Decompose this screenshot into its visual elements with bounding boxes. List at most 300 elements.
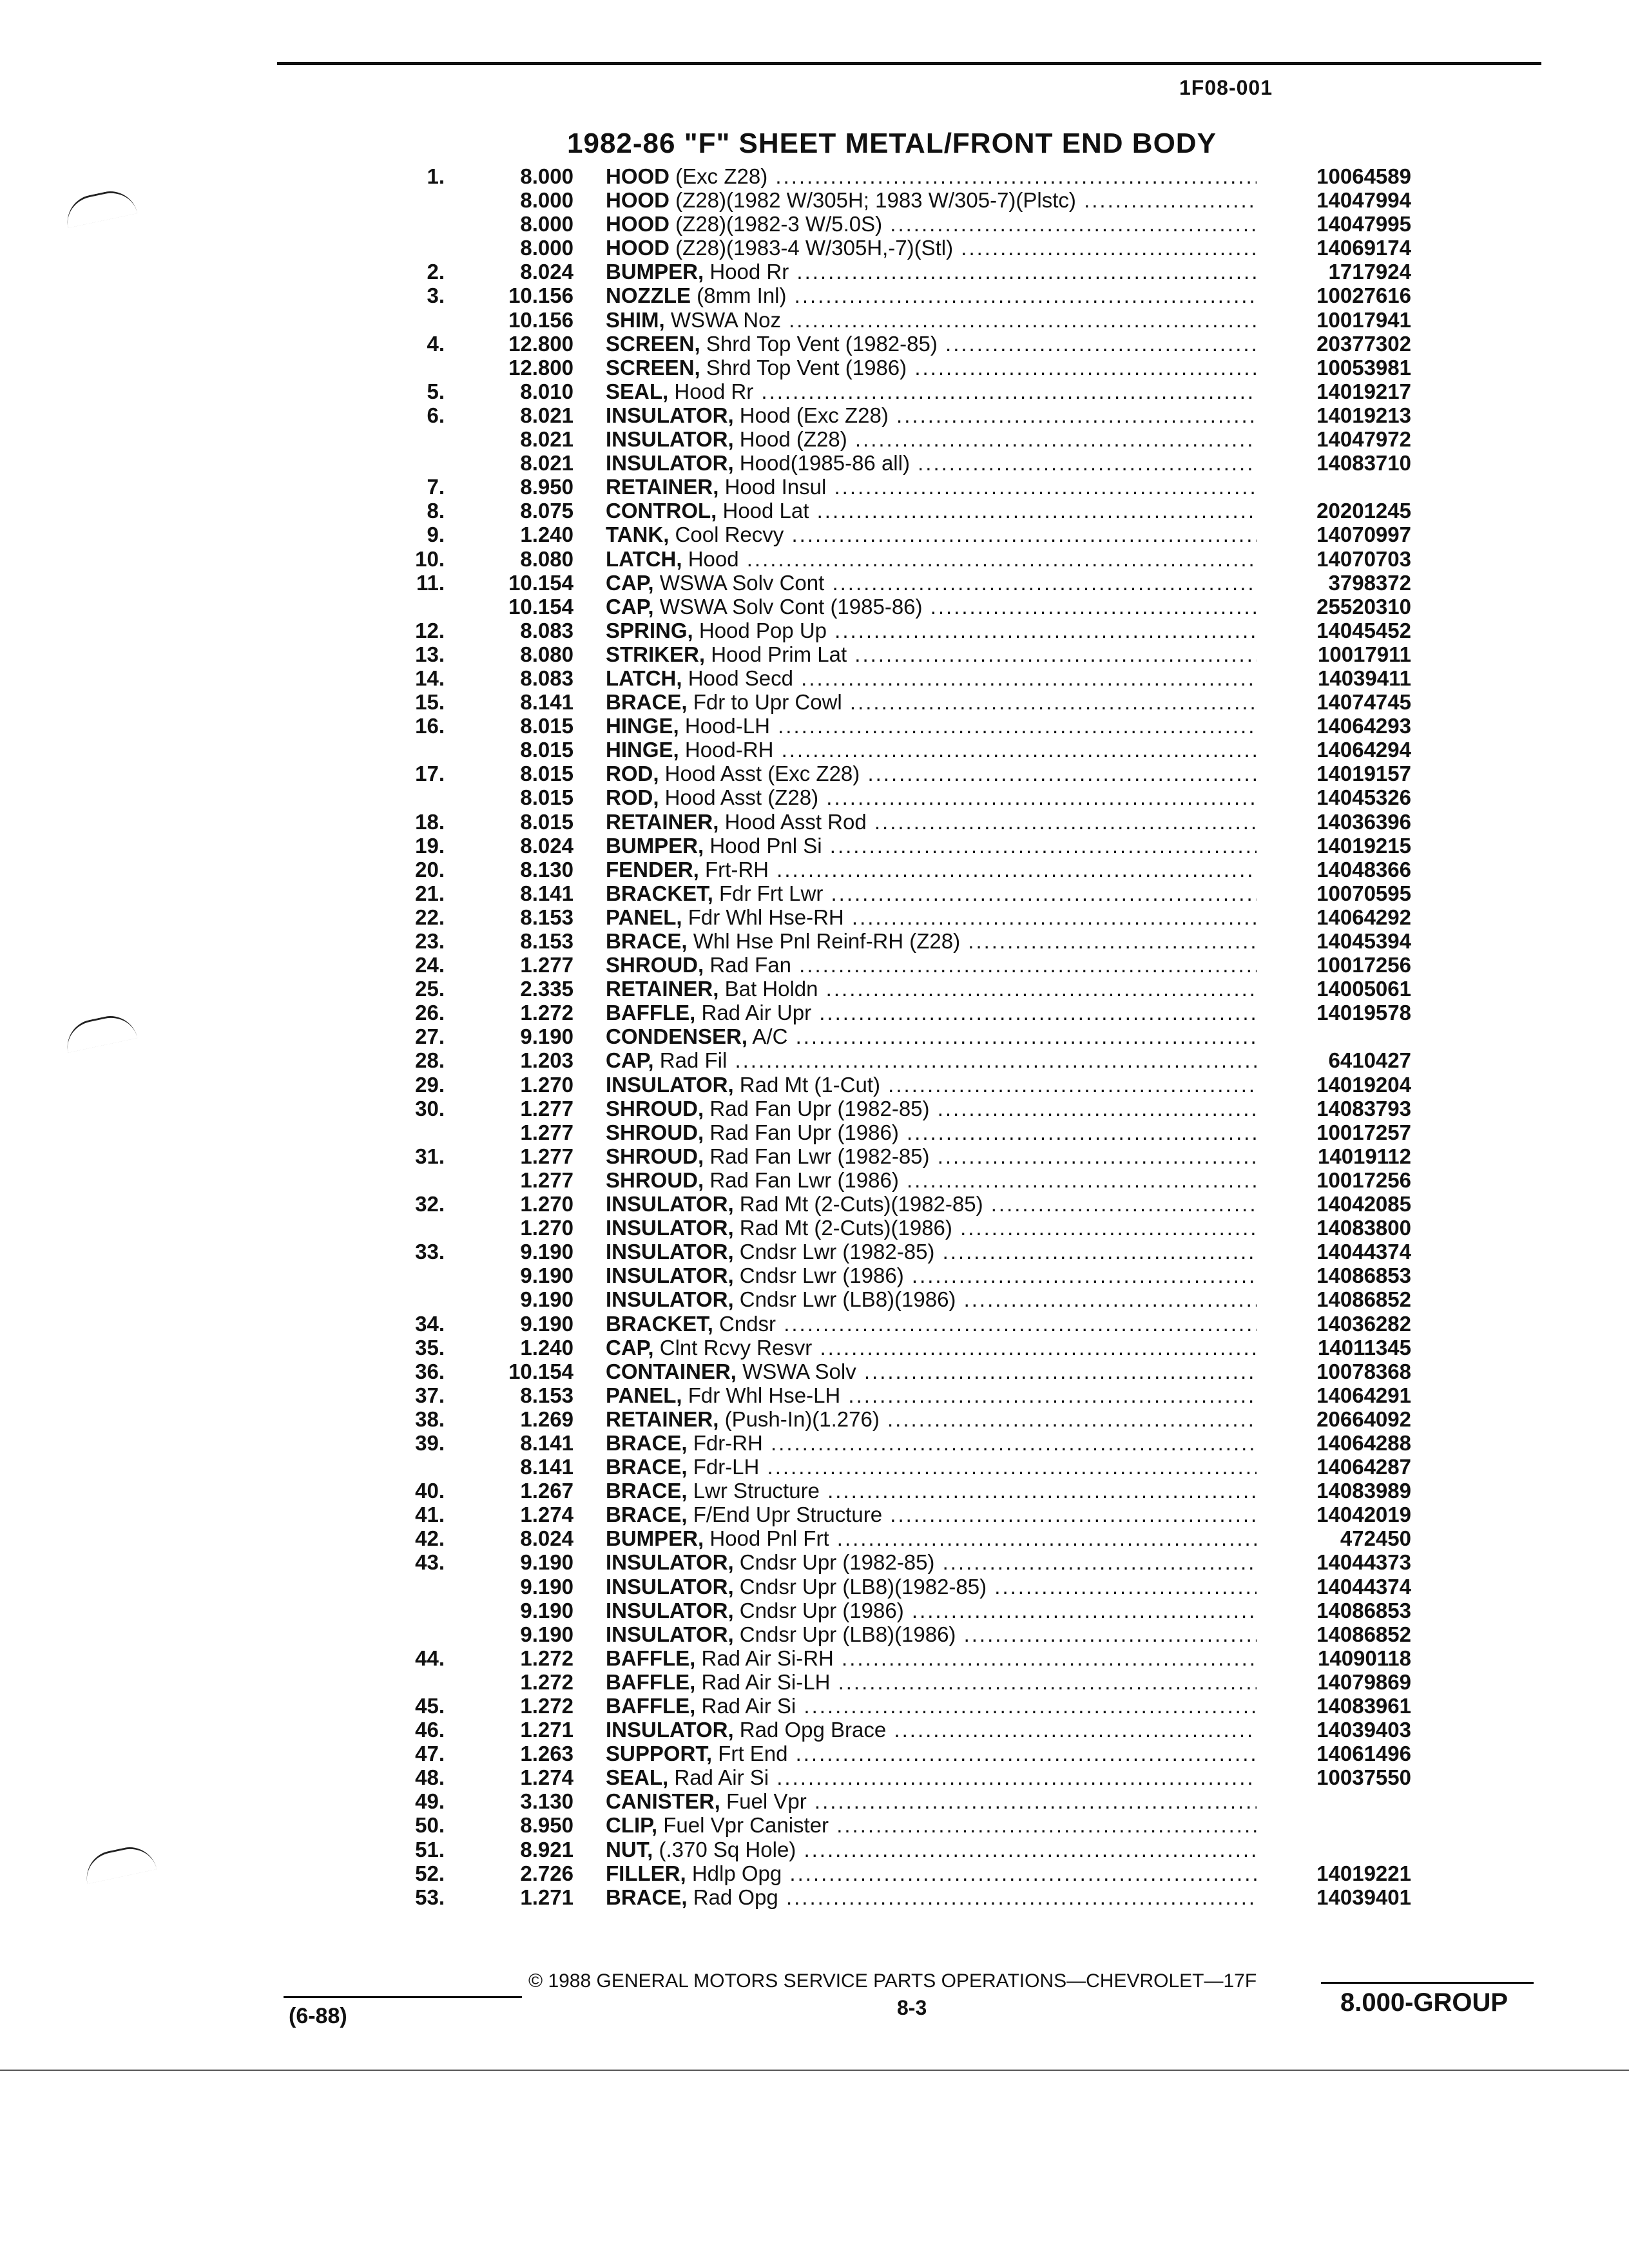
part-row (374, 953, 1418, 977)
group-number: 12.800 (508, 355, 574, 380)
part-name: BRACE, (606, 1503, 688, 1527)
part-number: 10070595 (1316, 881, 1411, 905)
part-detail: (Z28)(1982-3 W/5.0S) (675, 212, 883, 236)
item-number: 2. (427, 260, 445, 284)
part-detail: Rad Opg Brace (739, 1718, 887, 1742)
item-number: 9. (427, 523, 445, 547)
part-name: INSULATOR, (606, 1264, 734, 1288)
part-row (374, 571, 1418, 595)
part-number: 14036282 (1316, 1311, 1411, 1336)
part-detail: WSWA Solv Cont (1985-86) (659, 594, 923, 619)
item-number: 34. (415, 1311, 445, 1336)
part-description (606, 690, 1257, 714)
part-name: SEAL, (606, 1765, 669, 1790)
part-name: BRACKET, (606, 1311, 713, 1336)
part-description (606, 427, 1257, 451)
part-name: BAFFLE, (606, 1001, 696, 1025)
item-number: 29. (415, 1072, 445, 1097)
part-number: 14044374 (1316, 1240, 1411, 1264)
part-description (606, 1765, 1257, 1789)
part-number: 14064294 (1316, 738, 1411, 762)
part-name: LATCH, (606, 666, 682, 690)
part-description (606, 1599, 1257, 1622)
part-row (374, 284, 1418, 307)
part-name: HOOD (606, 188, 670, 213)
part-number: 14044373 (1316, 1550, 1411, 1575)
part-number: 14083989 (1316, 1479, 1411, 1503)
part-row (374, 523, 1418, 546)
part-row (374, 260, 1418, 284)
part-description (606, 1312, 1257, 1336)
group-number: 1.272 (520, 1646, 574, 1670)
part-description (606, 595, 1257, 619)
part-description (606, 1383, 1257, 1407)
item-number: 3. (427, 284, 445, 308)
page-code: 1F08-001 (1179, 76, 1273, 99)
item-number: 7. (427, 475, 445, 499)
part-row (374, 1455, 1418, 1479)
part-number: 10064589 (1316, 164, 1411, 188)
part-detail: Rad Mt (1-Cut) (739, 1072, 881, 1097)
part-row (374, 1312, 1418, 1336)
group-number: 8.010 (520, 379, 574, 403)
part-row (374, 1048, 1418, 1072)
group-number: 1.240 (520, 523, 574, 547)
part-row (374, 1168, 1418, 1192)
part-detail: Rad Air Upr (701, 1001, 812, 1025)
item-number: 46. (415, 1718, 445, 1742)
part-description (606, 1575, 1257, 1599)
part-number: 14045326 (1316, 785, 1411, 810)
group-number: 1.274 (520, 1765, 574, 1790)
part-description (606, 953, 1257, 977)
part-name: SHROUD, (606, 1096, 704, 1120)
part-number: 14047994 (1316, 188, 1411, 213)
part-number: 14083710 (1316, 451, 1411, 476)
part-detail: Cndsr Upr (LB8)(1986) (739, 1622, 956, 1646)
part-detail: Shrd Top Vent (1986) (706, 355, 907, 380)
part-number: 14039403 (1316, 1718, 1411, 1742)
part-description (606, 1789, 1257, 1813)
part-name: CAP, (606, 1335, 654, 1360)
part-number: 14019112 (1317, 1144, 1411, 1168)
part-detail: Hood Prim Lat (711, 642, 847, 666)
part-detail: Cndsr Lwr (LB8)(1986) (739, 1287, 956, 1312)
item-number: 42. (415, 1526, 445, 1551)
part-detail: Rad Air Si (674, 1765, 769, 1790)
group-number: 1.272 (520, 1669, 574, 1694)
group-number: 10.154 (508, 570, 574, 595)
part-row (374, 1264, 1418, 1287)
part-row (374, 1885, 1418, 1909)
item-number: 41. (415, 1503, 445, 1527)
footer-rule-right (1321, 1982, 1534, 1984)
group-number: 8.024 (520, 833, 574, 858)
group-number: 8.153 (520, 929, 574, 953)
part-detail: Rad Fan Upr (1982-85) (709, 1096, 930, 1120)
part-row (374, 475, 1418, 499)
group-number: 10.154 (508, 1359, 574, 1383)
part-row (374, 1599, 1418, 1622)
group-number: 8.921 (520, 1837, 574, 1861)
part-description (606, 236, 1257, 260)
part-row (374, 1383, 1418, 1407)
part-name: BRACE, (606, 1430, 688, 1455)
part-number: 10037550 (1316, 1765, 1411, 1790)
item-number: 43. (415, 1550, 445, 1575)
part-detail: A/C (752, 1024, 788, 1049)
bottom-rule (0, 2070, 1629, 2071)
item-number: 47. (415, 1742, 445, 1766)
part-name: INSULATOR, (606, 451, 734, 476)
part-number: 1717924 (1328, 260, 1411, 284)
part-number: 14044374 (1316, 1574, 1411, 1599)
part-name: BUMPER, (606, 260, 704, 284)
group-number: 10.156 (508, 284, 574, 308)
part-detail: WSWA Solv Cont (659, 570, 825, 595)
part-name: INSULATOR, (606, 1287, 734, 1312)
part-description (606, 1240, 1257, 1264)
group-number: 8.015 (520, 714, 574, 738)
part-number: 14019204 (1316, 1072, 1411, 1097)
punch-mark (82, 1842, 157, 1884)
group-number: 9.190 (520, 1550, 574, 1575)
item-number: 44. (415, 1646, 445, 1670)
part-row (374, 666, 1418, 690)
part-description (606, 619, 1257, 642)
part-number: 10078368 (1316, 1359, 1411, 1383)
group-number: 8.075 (520, 499, 574, 523)
part-number: 14083800 (1316, 1216, 1411, 1240)
part-detail: WSWA Solv (742, 1359, 856, 1383)
part-description (606, 810, 1257, 834)
item-number: 11. (416, 570, 445, 595)
part-name: INSULATOR, (606, 1240, 734, 1264)
part-name: BRACE, (606, 1885, 688, 1909)
part-row (374, 905, 1418, 929)
group-number: 1.272 (520, 1001, 574, 1025)
part-number: 20201245 (1316, 499, 1411, 523)
part-number: 14083793 (1316, 1096, 1411, 1120)
part-detail: Fdr Whl Hse-RH (688, 905, 844, 929)
part-number: 14042085 (1316, 1192, 1411, 1216)
part-detail: Shrd Top Vent (1982-85) (706, 331, 938, 356)
part-name: ROD, (606, 785, 659, 810)
group-number: 9.190 (520, 1264, 574, 1288)
part-description (606, 1718, 1257, 1742)
part-description (606, 1455, 1257, 1479)
part-detail: Hood Pnl Frt (709, 1526, 829, 1551)
punch-mark (63, 186, 138, 228)
part-name: BAFFLE, (606, 1694, 696, 1718)
part-number: 14069174 (1316, 236, 1411, 260)
part-name: BUMPER, (606, 1526, 704, 1551)
group-number: 8.000 (520, 188, 574, 213)
part-name: INSULATOR, (606, 1718, 734, 1742)
group-number: 1.269 (520, 1407, 574, 1431)
part-number: 14074745 (1316, 690, 1411, 715)
part-name: HOOD (606, 164, 670, 188)
part-name: PANEL, (606, 905, 682, 929)
part-detail: Fdr to Upr Cowl (693, 690, 842, 715)
item-number: 24. (415, 953, 445, 977)
group-number: 1.263 (520, 1742, 574, 1766)
revision-date: (6-88) (289, 2004, 347, 2028)
part-description (606, 1885, 1257, 1909)
part-row (374, 1670, 1418, 1694)
part-detail: Fdr-RH (693, 1430, 763, 1455)
group-number: 1.277 (520, 1096, 574, 1120)
part-number: 14045394 (1316, 929, 1411, 953)
item-number: 15. (415, 690, 445, 715)
part-name: TANK, (606, 523, 670, 547)
part-detail: Rad Air Si-LH (701, 1669, 831, 1694)
part-description (606, 1861, 1257, 1885)
part-row (374, 1838, 1418, 1861)
item-number: 33. (415, 1240, 445, 1264)
part-number: 14039401 (1316, 1885, 1411, 1909)
part-row (374, 1097, 1418, 1120)
item-number: 16. (415, 714, 445, 738)
part-description (606, 1216, 1257, 1240)
item-number: 53. (415, 1885, 445, 1909)
part-number: 14047972 (1316, 427, 1411, 452)
part-detail: Cndsr Upr (LB8)(1982-85) (739, 1574, 987, 1599)
part-detail: F/End Upr Structure (693, 1503, 883, 1527)
part-description (606, 1646, 1257, 1670)
group-number: 8.000 (520, 164, 574, 188)
part-detail: (8mm Inl) (697, 284, 787, 308)
group-number: 8.083 (520, 618, 574, 642)
part-name: BRACE, (606, 690, 688, 715)
part-row (374, 977, 1418, 1001)
part-name: INSULATOR, (606, 1574, 734, 1599)
part-number: 14086853 (1316, 1264, 1411, 1288)
part-number: 14070703 (1316, 546, 1411, 571)
group-number: 9.190 (520, 1024, 574, 1049)
part-description (606, 356, 1257, 380)
group-number: 8.080 (520, 642, 574, 666)
group-number: 8.141 (520, 881, 574, 905)
part-name: INSULATOR, (606, 403, 734, 427)
group-number: 8.141 (520, 690, 574, 715)
part-name: BUMPER, (606, 833, 704, 858)
group-number: 1.274 (520, 1503, 574, 1527)
part-name: CAP, (606, 1048, 654, 1073)
item-number: 38. (415, 1407, 445, 1431)
group-number: 8.021 (520, 451, 574, 476)
part-description (606, 1431, 1257, 1455)
part-number: 20377302 (1316, 331, 1411, 356)
part-number: 20664092 (1316, 1407, 1411, 1431)
part-description (606, 403, 1257, 427)
part-detail: Hood Lat (722, 499, 809, 523)
part-description (606, 666, 1257, 690)
item-number: 13. (415, 642, 445, 666)
part-name: RETAINER, (606, 475, 719, 499)
group-number: 1.277 (520, 1168, 574, 1192)
group-number: 1.277 (520, 953, 574, 977)
part-description (606, 1097, 1257, 1120)
part-description (606, 571, 1257, 595)
part-name: SHROUD, (606, 1168, 704, 1192)
part-description (606, 714, 1257, 738)
part-name: SHROUD, (606, 1120, 704, 1144)
group-number: 8.000 (520, 212, 574, 236)
group-number: 8.024 (520, 260, 574, 284)
part-row (374, 1192, 1418, 1216)
part-row (374, 738, 1418, 762)
group-number: 2.335 (520, 977, 574, 1001)
part-detail: Rad Air Si-RH (701, 1646, 834, 1670)
item-number: 19. (415, 833, 445, 858)
part-name: CAP, (606, 570, 654, 595)
part-number: 14019217 (1316, 379, 1411, 403)
part-name: INSULATOR, (606, 1622, 734, 1646)
group-number: 1.240 (520, 1335, 574, 1360)
part-row (374, 236, 1418, 260)
part-number: 14019578 (1316, 1001, 1411, 1025)
part-description (606, 929, 1257, 953)
part-detail: Rad Opg (693, 1885, 778, 1909)
part-name: INSULATOR, (606, 1216, 734, 1240)
part-row (374, 714, 1418, 738)
part-detail: Cndsr Lwr (1982-85) (739, 1240, 935, 1264)
part-description (606, 284, 1257, 307)
item-number: 48. (415, 1765, 445, 1790)
part-detail: Fuel Vpr (726, 1789, 807, 1814)
item-number: 45. (415, 1694, 445, 1718)
part-detail: Fdr Whl Hse-LH (688, 1383, 841, 1407)
part-row (374, 332, 1418, 356)
part-row (374, 1646, 1418, 1670)
group-number: 8.950 (520, 475, 574, 499)
part-row (374, 595, 1418, 619)
part-number: 14079869 (1316, 1669, 1411, 1694)
part-row (374, 1407, 1418, 1431)
part-detail: Hood Rr (709, 260, 789, 284)
part-description (606, 1120, 1257, 1144)
part-row (374, 1001, 1418, 1024)
part-name: BAFFLE, (606, 1669, 696, 1694)
item-number: 22. (415, 905, 445, 929)
part-number: 10017257 (1316, 1120, 1411, 1144)
part-number: 3798372 (1328, 570, 1411, 595)
part-row (374, 212, 1418, 236)
item-number: 21. (415, 881, 445, 905)
group-number: 8.130 (520, 857, 574, 881)
part-description (606, 260, 1257, 284)
part-description (606, 1407, 1257, 1431)
group-number: 8.015 (520, 738, 574, 762)
part-description (606, 785, 1257, 809)
item-number: 37. (415, 1383, 445, 1407)
part-number: 14090118 (1317, 1646, 1411, 1670)
part-description (606, 881, 1257, 905)
part-row (374, 1694, 1418, 1718)
part-detail: Rad Fan Lwr (1986) (709, 1168, 899, 1192)
part-row (374, 1287, 1418, 1311)
part-description (606, 1024, 1257, 1048)
part-row (374, 1526, 1418, 1550)
part-description (606, 1048, 1257, 1072)
group-number: 8.153 (520, 1383, 574, 1407)
part-number: 472450 (1340, 1526, 1411, 1551)
part-detail: Hood Asst (Z28) (664, 785, 819, 810)
part-row (374, 499, 1418, 523)
part-row (374, 188, 1418, 212)
part-row (374, 1120, 1418, 1144)
part-name: NUT, (606, 1837, 653, 1861)
part-row (374, 1789, 1418, 1813)
group-number: 1.203 (520, 1048, 574, 1073)
item-number: 23. (415, 929, 445, 953)
part-description (606, 977, 1257, 1001)
part-detail: Hood Asst (Exc Z28) (664, 762, 860, 786)
part-name: BRACE, (606, 929, 688, 953)
group-number: 1.270 (520, 1192, 574, 1216)
part-number: 14064287 (1316, 1455, 1411, 1479)
part-row (374, 1360, 1418, 1383)
group-number: 1.272 (520, 1694, 574, 1718)
group-number: 2.726 (520, 1861, 574, 1885)
part-detail: (.370 Sq Hole) (659, 1837, 796, 1861)
part-description (606, 1264, 1257, 1287)
group-label: 8.000-GROUP (1340, 1988, 1509, 2017)
part-name: ROD, (606, 762, 659, 786)
part-name: STRIKER, (606, 642, 706, 666)
part-number: 14019213 (1316, 403, 1411, 427)
part-row (374, 619, 1418, 642)
part-number: 14064293 (1316, 714, 1411, 738)
part-description (606, 1336, 1257, 1360)
part-detail: Hdlp Opg (691, 1861, 782, 1885)
part-row (374, 881, 1418, 905)
group-number: 9.190 (520, 1287, 574, 1312)
part-description (606, 1503, 1257, 1526)
part-number: 10017941 (1316, 307, 1411, 332)
group-number: 8.153 (520, 905, 574, 929)
item-number: 1. (427, 164, 445, 188)
part-row (374, 1479, 1418, 1503)
header-rule (277, 62, 1541, 65)
part-description (606, 1550, 1257, 1574)
part-name: HOOD (606, 212, 670, 236)
part-detail: Fdr Frt Lwr (719, 881, 824, 905)
part-name: SHIM, (606, 307, 665, 332)
part-description (606, 164, 1257, 188)
part-row (374, 403, 1418, 427)
part-number: 14064292 (1316, 905, 1411, 929)
group-number: 8.000 (520, 236, 574, 260)
part-number: 10017256 (1316, 1168, 1411, 1192)
item-number: 52. (415, 1861, 445, 1885)
part-description (606, 738, 1257, 762)
part-name: BAFFLE, (606, 1646, 696, 1670)
part-row (374, 1861, 1418, 1885)
part-number: 25520310 (1316, 594, 1411, 619)
part-detail: Hood(1985-86 all) (739, 451, 910, 476)
part-row (374, 1336, 1418, 1360)
part-description (606, 1526, 1257, 1550)
part-name: RETAINER, (606, 1407, 719, 1431)
part-number: 14086853 (1316, 1598, 1411, 1622)
part-row (374, 1503, 1418, 1526)
part-row (374, 1216, 1418, 1240)
part-description (606, 1168, 1257, 1192)
part-description (606, 1287, 1257, 1311)
item-number: 51. (415, 1837, 445, 1861)
